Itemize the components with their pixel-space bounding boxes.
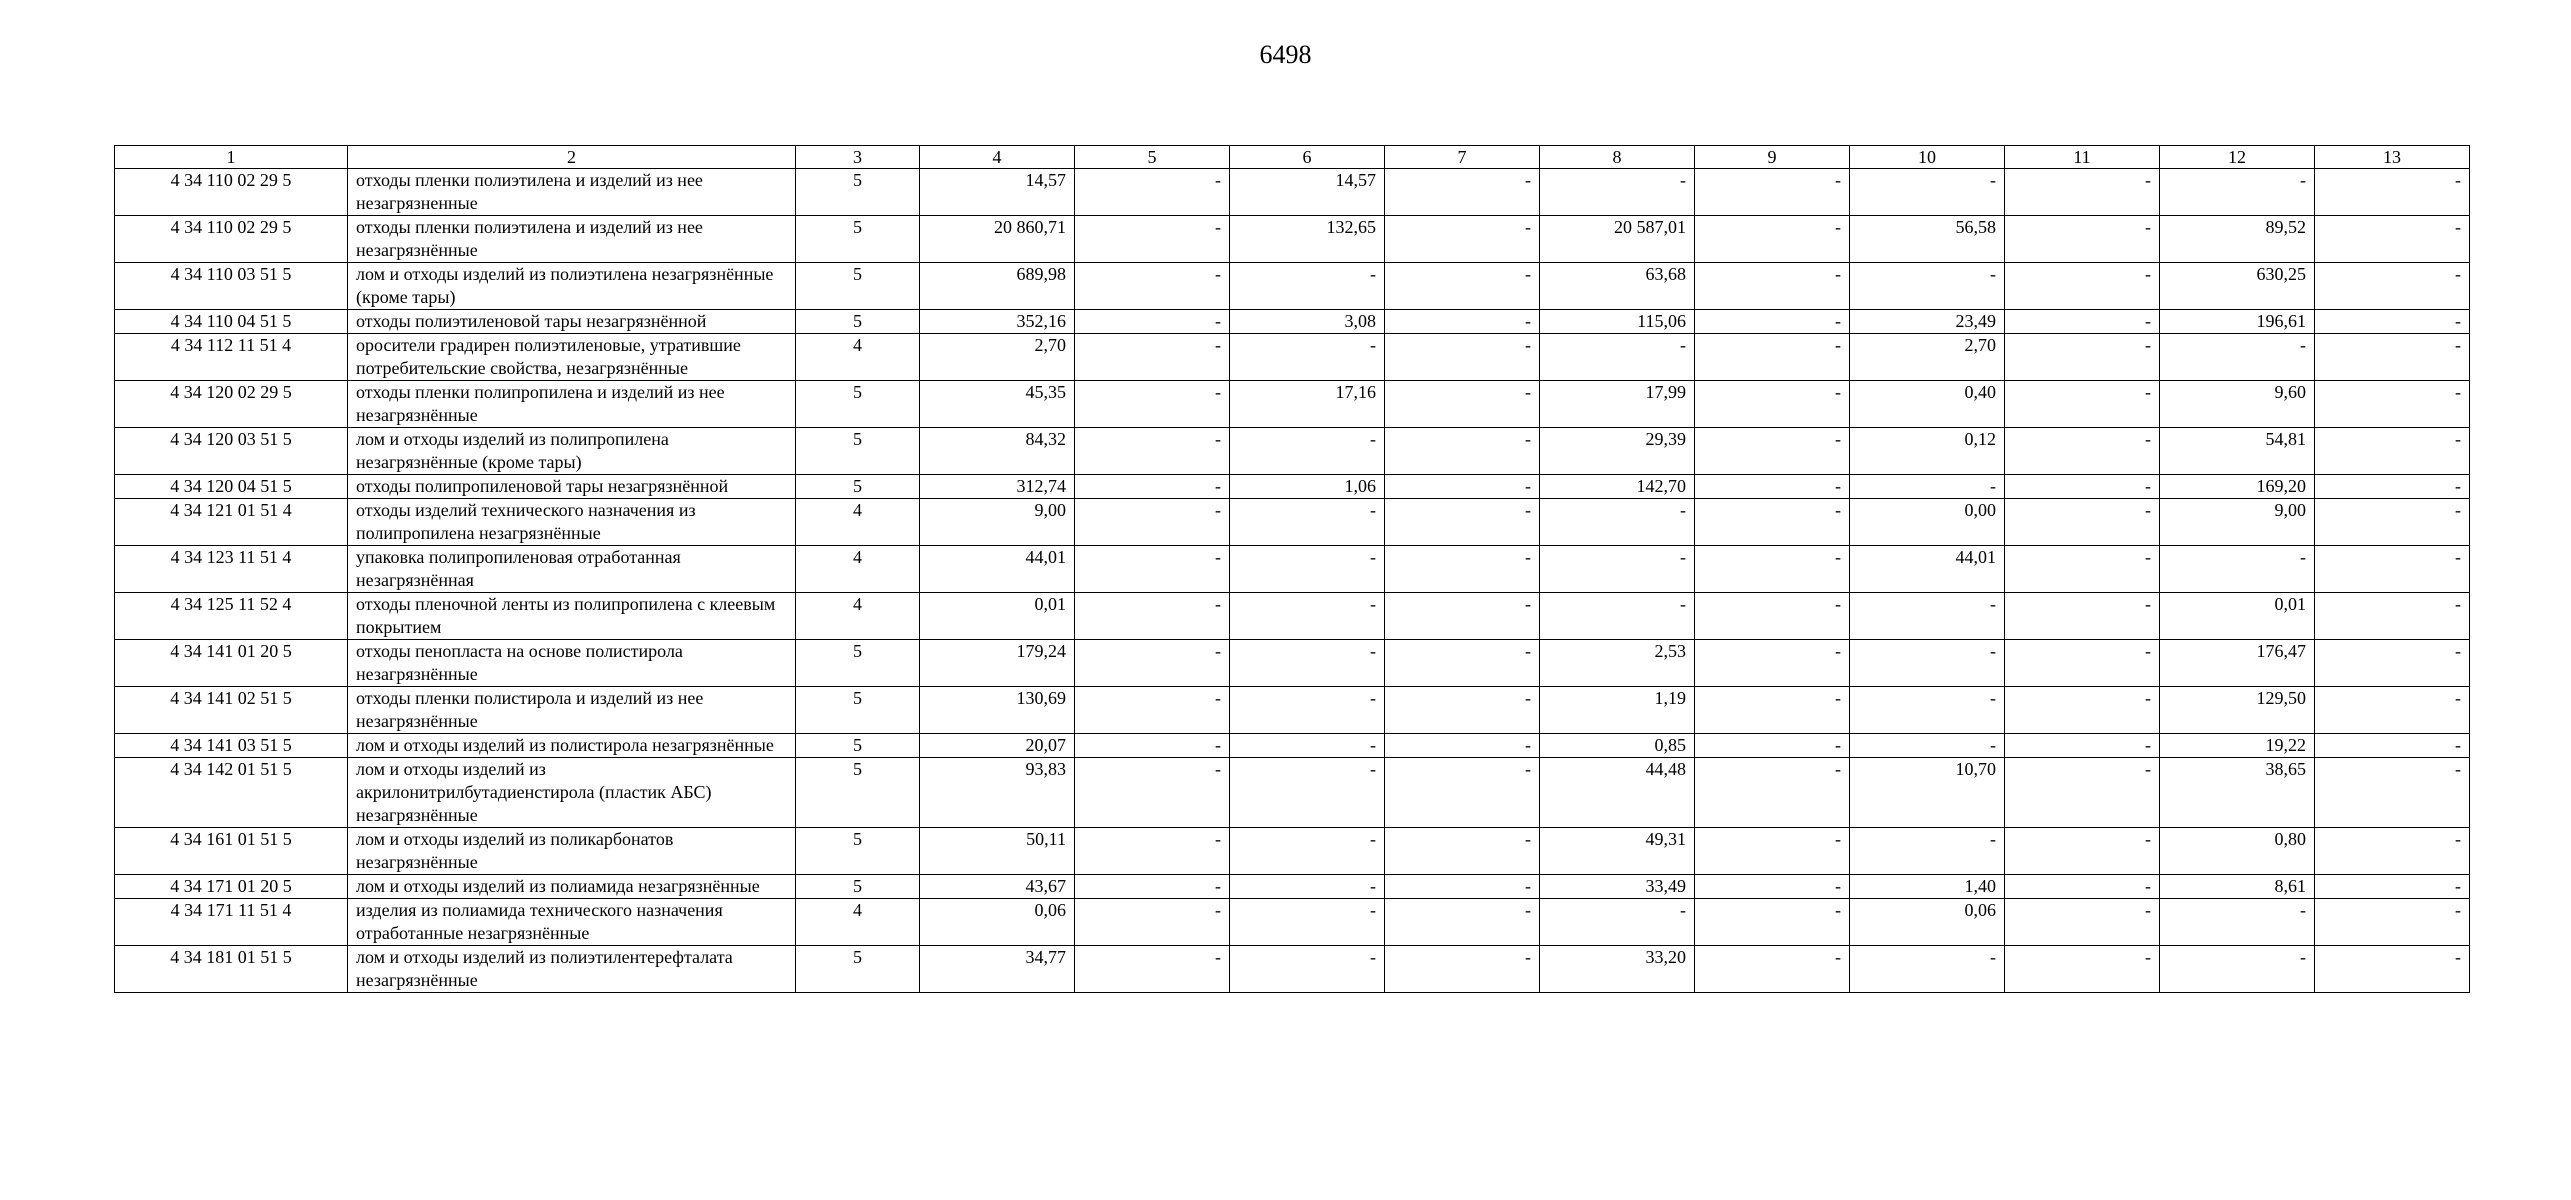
value-cell-col-8: 0,85 xyxy=(1540,734,1695,758)
value-cell-col-9: - xyxy=(1695,593,1850,640)
value-cell-col-12: 54,81 xyxy=(2160,428,2315,475)
value-cell-col-4: 43,67 xyxy=(920,875,1075,899)
value-cell-col-4: 352,16 xyxy=(920,310,1075,334)
value-cell-col-8: 2,53 xyxy=(1540,640,1695,687)
waste-name-cell: отходы пленки полиэтилена и изделий из нее незагрязнённые xyxy=(348,216,796,263)
value-cell-col-10: - xyxy=(1850,687,2005,734)
waste-name-cell: отходы изделий технического назначения из полипропилена незагрязнённые xyxy=(348,499,796,546)
value-cell-col-11: - xyxy=(2005,381,2160,428)
value-cell-col-7: - xyxy=(1385,334,1540,381)
value-cell-col-9: - xyxy=(1695,310,1850,334)
value-cell-col-6: 1,06 xyxy=(1230,475,1385,499)
waste-code-cell: 4 34 171 01 20 5 xyxy=(115,875,348,899)
value-cell-col-12: 8,61 xyxy=(2160,875,2315,899)
value-cell-col-10: 44,01 xyxy=(1850,546,2005,593)
value-cell-col-8: - xyxy=(1540,334,1695,381)
value-cell-col-6: - xyxy=(1230,687,1385,734)
value-cell-col-6: - xyxy=(1230,734,1385,758)
value-cell-col-9: - xyxy=(1695,475,1850,499)
waste-name-cell: упаковка полипропиленовая отработанная незагрязнённая xyxy=(348,546,796,593)
value-cell-col-7: - xyxy=(1385,758,1540,828)
value-cell-col-5: - xyxy=(1075,593,1230,640)
waste-code-cell: 4 34 171 11 51 4 xyxy=(115,899,348,946)
value-cell-col-4: 0,01 xyxy=(920,593,1075,640)
value-cell-col-13: - xyxy=(2315,640,2470,687)
value-cell-col-12: 9,00 xyxy=(2160,499,2315,546)
value-cell-col-7: - xyxy=(1385,593,1540,640)
value-cell-col-7: - xyxy=(1385,216,1540,263)
value-cell-col-9: - xyxy=(1695,828,1850,875)
table-row xyxy=(115,216,2470,263)
value-cell-col-6: - xyxy=(1230,546,1385,593)
column-header-1: 1 xyxy=(115,146,348,169)
column-header-6: 6 xyxy=(1230,146,1385,169)
value-cell-col-11: - xyxy=(2005,475,2160,499)
value-cell-col-6: - xyxy=(1230,499,1385,546)
value-cell-col-8: - xyxy=(1540,593,1695,640)
waste-name-cell: лом и отходы изделий из полистирола незагрязнённые xyxy=(348,734,796,758)
value-cell-col-13: - xyxy=(2315,946,2470,993)
value-cell-col-13: - xyxy=(2315,428,2470,475)
waste-code-cell: 4 34 123 11 51 4 xyxy=(115,546,348,593)
value-cell-col-8: - xyxy=(1540,169,1695,216)
value-cell-col-13: - xyxy=(2315,546,2470,593)
value-cell-col-12: 38,65 xyxy=(2160,758,2315,828)
value-cell-col-6: - xyxy=(1230,758,1385,828)
hazard-class-cell: 4 xyxy=(796,334,920,381)
value-cell-col-11: - xyxy=(2005,310,2160,334)
value-cell-col-11: - xyxy=(2005,334,2160,381)
waste-name-cell: лом и отходы изделий из полиэтилентерефталата незагрязнённые xyxy=(348,946,796,993)
value-cell-col-11: - xyxy=(2005,169,2160,216)
value-cell-col-13: - xyxy=(2315,169,2470,216)
value-cell-col-7: - xyxy=(1385,640,1540,687)
value-cell-col-12: 630,25 xyxy=(2160,263,2315,310)
value-cell-col-5: - xyxy=(1075,687,1230,734)
table-row xyxy=(115,428,2470,475)
value-cell-col-5: - xyxy=(1075,381,1230,428)
value-cell-col-8: 44,48 xyxy=(1540,758,1695,828)
value-cell-col-13: - xyxy=(2315,828,2470,875)
value-cell-col-9: - xyxy=(1695,546,1850,593)
value-cell-col-11: - xyxy=(2005,640,2160,687)
value-cell-col-10: - xyxy=(1850,593,2005,640)
value-cell-col-7: - xyxy=(1385,946,1540,993)
value-cell-col-10: - xyxy=(1850,946,2005,993)
value-cell-col-10: 0,06 xyxy=(1850,899,2005,946)
value-cell-col-5: - xyxy=(1075,640,1230,687)
value-cell-col-9: - xyxy=(1695,899,1850,946)
waste-code-cell: 4 34 142 01 51 5 xyxy=(115,758,348,828)
value-cell-col-4: 312,74 xyxy=(920,475,1075,499)
hazard-class-cell: 5 xyxy=(796,263,920,310)
value-cell-col-10: 2,70 xyxy=(1850,334,2005,381)
value-cell-col-6: 14,57 xyxy=(1230,169,1385,216)
value-cell-col-9: - xyxy=(1695,381,1850,428)
column-header-11: 11 xyxy=(2005,146,2160,169)
value-cell-col-7: - xyxy=(1385,875,1540,899)
table-body xyxy=(115,169,2470,993)
value-cell-col-13: - xyxy=(2315,899,2470,946)
value-cell-col-5: - xyxy=(1075,216,1230,263)
value-cell-col-5: - xyxy=(1075,734,1230,758)
value-cell-col-5: - xyxy=(1075,428,1230,475)
value-cell-col-4: 0,06 xyxy=(920,899,1075,946)
value-cell-col-10: - xyxy=(1850,475,2005,499)
value-cell-col-8: 20 587,01 xyxy=(1540,216,1695,263)
hazard-class-cell: 5 xyxy=(796,828,920,875)
column-header-13: 13 xyxy=(2315,146,2470,169)
value-cell-col-4: 2,70 xyxy=(920,334,1075,381)
value-cell-col-4: 45,35 xyxy=(920,381,1075,428)
value-cell-col-5: - xyxy=(1075,875,1230,899)
waste-name-cell: отходы пленки полистирола и изделий из нее незагрязнённые xyxy=(348,687,796,734)
value-cell-col-9: - xyxy=(1695,216,1850,263)
value-cell-col-10: - xyxy=(1850,640,2005,687)
waste-code-cell: 4 34 120 03 51 5 xyxy=(115,428,348,475)
column-header-7: 7 xyxy=(1385,146,1540,169)
waste-code-cell: 4 34 141 01 20 5 xyxy=(115,640,348,687)
hazard-class-cell: 5 xyxy=(796,875,920,899)
waste-name-cell: отходы пленки полипропилена и изделий из нее незагрязнённые xyxy=(348,381,796,428)
value-cell-col-12: - xyxy=(2160,946,2315,993)
value-cell-col-5: - xyxy=(1075,946,1230,993)
value-cell-col-6: 132,65 xyxy=(1230,216,1385,263)
value-cell-col-4: 20,07 xyxy=(920,734,1075,758)
hazard-class-cell: 5 xyxy=(796,687,920,734)
value-cell-col-5: - xyxy=(1075,828,1230,875)
value-cell-col-4: 44,01 xyxy=(920,546,1075,593)
page-number: 6498 xyxy=(1259,40,1312,69)
value-cell-col-9: - xyxy=(1695,734,1850,758)
value-cell-col-12: 0,80 xyxy=(2160,828,2315,875)
waste-code-cell: 4 34 110 04 51 5 xyxy=(115,310,348,334)
value-cell-col-10: 1,40 xyxy=(1850,875,2005,899)
value-cell-col-8: 33,20 xyxy=(1540,946,1695,993)
value-cell-col-8: 142,70 xyxy=(1540,475,1695,499)
hazard-class-cell: 5 xyxy=(796,428,920,475)
value-cell-col-6: - xyxy=(1230,334,1385,381)
hazard-class-cell: 5 xyxy=(796,640,920,687)
hazard-class-cell: 4 xyxy=(796,546,920,593)
value-cell-col-13: - xyxy=(2315,593,2470,640)
value-cell-col-9: - xyxy=(1695,687,1850,734)
value-cell-col-10: 0,12 xyxy=(1850,428,2005,475)
table-row xyxy=(115,734,2470,758)
value-cell-col-11: - xyxy=(2005,734,2160,758)
value-cell-col-6: - xyxy=(1230,428,1385,475)
value-cell-col-9: - xyxy=(1695,428,1850,475)
value-cell-col-5: - xyxy=(1075,499,1230,546)
column-header-4: 4 xyxy=(920,146,1075,169)
value-cell-col-11: - xyxy=(2005,546,2160,593)
value-cell-col-12: 9,60 xyxy=(2160,381,2315,428)
hazard-class-cell: 5 xyxy=(796,381,920,428)
column-header-2: 2 xyxy=(348,146,796,169)
value-cell-col-13: - xyxy=(2315,499,2470,546)
value-cell-col-5: - xyxy=(1075,475,1230,499)
value-cell-col-8: 115,06 xyxy=(1540,310,1695,334)
value-cell-col-9: - xyxy=(1695,334,1850,381)
value-cell-col-6: - xyxy=(1230,946,1385,993)
waste-name-cell: отходы пленки полиэтилена и изделий из нее незагрязненные xyxy=(348,169,796,216)
waste-code-cell: 4 34 112 11 51 4 xyxy=(115,334,348,381)
waste-code-cell: 4 34 141 03 51 5 xyxy=(115,734,348,758)
value-cell-col-8: 63,68 xyxy=(1540,263,1695,310)
waste-code-cell: 4 34 120 02 29 5 xyxy=(115,381,348,428)
value-cell-col-11: - xyxy=(2005,499,2160,546)
hazard-class-cell: 5 xyxy=(796,734,920,758)
hazard-class-cell: 5 xyxy=(796,946,920,993)
value-cell-col-4: 20 860,71 xyxy=(920,216,1075,263)
hazard-class-cell: 4 xyxy=(796,593,920,640)
value-cell-col-7: - xyxy=(1385,546,1540,593)
value-cell-col-6: 3,08 xyxy=(1230,310,1385,334)
hazard-class-cell: 5 xyxy=(796,169,920,216)
column-header-12: 12 xyxy=(2160,146,2315,169)
value-cell-col-9: - xyxy=(1695,758,1850,828)
waste-name-cell: лом и отходы изделий из акрилонитрилбутадиенстирола (пластик АБС) незагрязнённые xyxy=(348,758,796,828)
waste-name-cell: отходы пленочной ленты из полипропилена с клеевым покрытием xyxy=(348,593,796,640)
value-cell-col-13: - xyxy=(2315,734,2470,758)
waste-name-cell: лом и отходы изделий из поликарбонатов незагрязнённые xyxy=(348,828,796,875)
value-cell-col-7: - xyxy=(1385,899,1540,946)
waste-name-cell: изделия из полиамида технического назначения отработанные незагрязнённые xyxy=(348,899,796,946)
waste-code-cell: 4 34 141 02 51 5 xyxy=(115,687,348,734)
value-cell-col-11: - xyxy=(2005,263,2160,310)
value-cell-col-7: - xyxy=(1385,169,1540,216)
header-row xyxy=(115,146,2470,169)
value-cell-col-9: - xyxy=(1695,875,1850,899)
waste-name-cell: отходы полиэтиленовой тары незагрязнённой xyxy=(348,310,796,334)
value-cell-col-11: - xyxy=(2005,828,2160,875)
value-cell-col-12: 176,47 xyxy=(2160,640,2315,687)
waste-name-cell: оросители градирен полиэтиленовые, утратившие потребительские свойства, незагрязнённые xyxy=(348,334,796,381)
hazard-class-cell: 5 xyxy=(796,475,920,499)
value-cell-col-7: - xyxy=(1385,734,1540,758)
hazard-class-cell: 5 xyxy=(796,758,920,828)
value-cell-col-8: 29,39 xyxy=(1540,428,1695,475)
table-header xyxy=(115,146,2470,169)
value-cell-col-7: - xyxy=(1385,428,1540,475)
value-cell-col-8: 33,49 xyxy=(1540,875,1695,899)
value-cell-col-11: - xyxy=(2005,428,2160,475)
waste-code-cell: 4 34 120 04 51 5 xyxy=(115,475,348,499)
value-cell-col-5: - xyxy=(1075,758,1230,828)
value-cell-col-13: - xyxy=(2315,334,2470,381)
value-cell-col-7: - xyxy=(1385,475,1540,499)
value-cell-col-10: 23,49 xyxy=(1850,310,2005,334)
column-header-3: 3 xyxy=(796,146,920,169)
value-cell-col-11: - xyxy=(2005,687,2160,734)
table-row xyxy=(115,263,2470,310)
table-row xyxy=(115,687,2470,734)
value-cell-col-5: - xyxy=(1075,899,1230,946)
table-row xyxy=(115,169,2470,216)
value-cell-col-8: - xyxy=(1540,499,1695,546)
table-row xyxy=(115,946,2470,993)
value-cell-col-13: - xyxy=(2315,381,2470,428)
value-cell-col-4: 179,24 xyxy=(920,640,1075,687)
value-cell-col-11: - xyxy=(2005,216,2160,263)
value-cell-col-10: 56,58 xyxy=(1850,216,2005,263)
hazard-class-cell: 4 xyxy=(796,499,920,546)
value-cell-col-6: - xyxy=(1230,263,1385,310)
value-cell-col-13: - xyxy=(2315,310,2470,334)
value-cell-col-12: 129,50 xyxy=(2160,687,2315,734)
table-row xyxy=(115,758,2470,828)
value-cell-col-11: - xyxy=(2005,758,2160,828)
waste-name-cell: лом и отходы изделий из полипропилена незагрязнённые (кроме тары) xyxy=(348,428,796,475)
waste-name-cell: лом и отходы изделий из полиэтилена незагрязнённые (кроме тары) xyxy=(348,263,796,310)
table-row xyxy=(115,499,2470,546)
column-header-8: 8 xyxy=(1540,146,1695,169)
value-cell-col-10: - xyxy=(1850,734,2005,758)
value-cell-col-10: - xyxy=(1850,828,2005,875)
value-cell-col-10: - xyxy=(1850,169,2005,216)
table-row xyxy=(115,593,2470,640)
value-cell-col-4: 93,83 xyxy=(920,758,1075,828)
waste-name-cell: отходы полипропиленовой тары незагрязнённой xyxy=(348,475,796,499)
value-cell-col-4: 14,57 xyxy=(920,169,1075,216)
value-cell-col-5: - xyxy=(1075,263,1230,310)
value-cell-col-4: 50,11 xyxy=(920,828,1075,875)
table-row xyxy=(115,640,2470,687)
value-cell-col-10: 10,70 xyxy=(1850,758,2005,828)
hazard-class-cell: 5 xyxy=(796,216,920,263)
column-header-9: 9 xyxy=(1695,146,1850,169)
waste-code-cell: 4 34 181 01 51 5 xyxy=(115,946,348,993)
value-cell-col-7: - xyxy=(1385,499,1540,546)
table-row xyxy=(115,875,2470,899)
value-cell-col-12: 19,22 xyxy=(2160,734,2315,758)
waste-table xyxy=(114,145,2470,993)
value-cell-col-12: 89,52 xyxy=(2160,216,2315,263)
value-cell-col-4: 689,98 xyxy=(920,263,1075,310)
value-cell-col-5: - xyxy=(1075,334,1230,381)
table-row xyxy=(115,310,2470,334)
value-cell-col-8: 49,31 xyxy=(1540,828,1695,875)
waste-code-cell: 4 34 110 02 29 5 xyxy=(115,169,348,216)
value-cell-col-12: - xyxy=(2160,899,2315,946)
waste-code-cell: 4 34 110 02 29 5 xyxy=(115,216,348,263)
value-cell-col-8: 17,99 xyxy=(1540,381,1695,428)
table-row xyxy=(115,334,2470,381)
waste-code-cell: 4 34 121 01 51 4 xyxy=(115,499,348,546)
value-cell-col-13: - xyxy=(2315,758,2470,828)
value-cell-col-6: - xyxy=(1230,899,1385,946)
column-header-5: 5 xyxy=(1075,146,1230,169)
value-cell-col-7: - xyxy=(1385,381,1540,428)
value-cell-col-11: - xyxy=(2005,899,2160,946)
table-row xyxy=(115,475,2470,499)
value-cell-col-7: - xyxy=(1385,310,1540,334)
table-row xyxy=(115,381,2470,428)
value-cell-col-5: - xyxy=(1075,310,1230,334)
value-cell-col-4: 9,00 xyxy=(920,499,1075,546)
value-cell-col-12: - xyxy=(2160,546,2315,593)
value-cell-col-6: - xyxy=(1230,593,1385,640)
value-cell-col-7: - xyxy=(1385,687,1540,734)
value-cell-col-13: - xyxy=(2315,875,2470,899)
waste-code-cell: 4 34 110 03 51 5 xyxy=(115,263,348,310)
value-cell-col-9: - xyxy=(1695,499,1850,546)
waste-name-cell: лом и отходы изделий из полиамида незагрязнённые xyxy=(348,875,796,899)
value-cell-col-9: - xyxy=(1695,640,1850,687)
value-cell-col-7: - xyxy=(1385,263,1540,310)
table-row xyxy=(115,899,2470,946)
value-cell-col-8: - xyxy=(1540,899,1695,946)
value-cell-col-4: 130,69 xyxy=(920,687,1075,734)
table-row xyxy=(115,828,2470,875)
value-cell-col-8: - xyxy=(1540,546,1695,593)
value-cell-col-11: - xyxy=(2005,875,2160,899)
value-cell-col-13: - xyxy=(2315,475,2470,499)
value-cell-col-12: 0,01 xyxy=(2160,593,2315,640)
value-cell-col-9: - xyxy=(1695,169,1850,216)
value-cell-col-12: 196,61 xyxy=(2160,310,2315,334)
value-cell-col-13: - xyxy=(2315,216,2470,263)
value-cell-col-5: - xyxy=(1075,546,1230,593)
value-cell-col-10: - xyxy=(1850,263,2005,310)
value-cell-col-10: 0,00 xyxy=(1850,499,2005,546)
value-cell-col-13: - xyxy=(2315,263,2470,310)
value-cell-col-10: 0,40 xyxy=(1850,381,2005,428)
value-cell-col-9: - xyxy=(1695,946,1850,993)
value-cell-col-13: - xyxy=(2315,687,2470,734)
value-cell-col-4: 84,32 xyxy=(920,428,1075,475)
hazard-class-cell: 5 xyxy=(796,310,920,334)
waste-name-cell: отходы пенопласта на основе полистирола незагрязнённые xyxy=(348,640,796,687)
value-cell-col-12: 169,20 xyxy=(2160,475,2315,499)
value-cell-col-6: - xyxy=(1230,640,1385,687)
value-cell-col-6: 17,16 xyxy=(1230,381,1385,428)
waste-code-cell: 4 34 161 01 51 5 xyxy=(115,828,348,875)
column-header-10: 10 xyxy=(1850,146,2005,169)
table-row xyxy=(115,546,2470,593)
value-cell-col-7: - xyxy=(1385,828,1540,875)
hazard-class-cell: 4 xyxy=(796,899,920,946)
value-cell-col-11: - xyxy=(2005,593,2160,640)
value-cell-col-12: - xyxy=(2160,169,2315,216)
value-cell-col-8: 1,19 xyxy=(1540,687,1695,734)
value-cell-col-11: - xyxy=(2005,946,2160,993)
value-cell-col-6: - xyxy=(1230,875,1385,899)
waste-code-cell: 4 34 125 11 52 4 xyxy=(115,593,348,640)
value-cell-col-4: 34,77 xyxy=(920,946,1075,993)
value-cell-col-9: - xyxy=(1695,263,1850,310)
value-cell-col-5: - xyxy=(1075,169,1230,216)
value-cell-col-12: - xyxy=(2160,334,2315,381)
value-cell-col-6: - xyxy=(1230,828,1385,875)
